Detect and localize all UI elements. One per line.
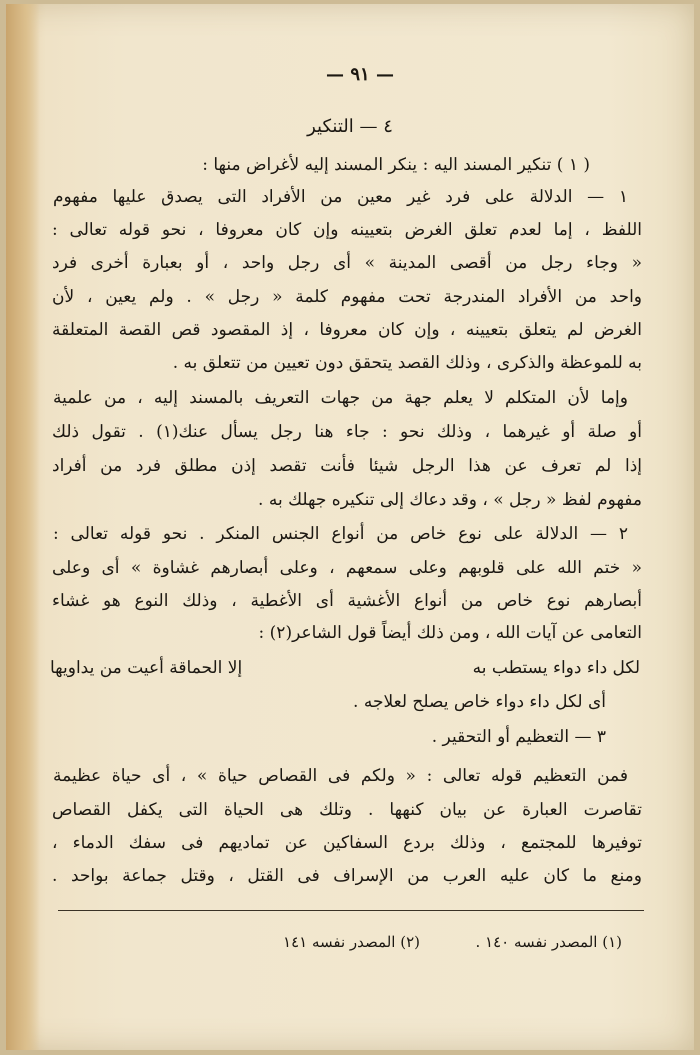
paragraph-line: اللفظ ، إما لعدم تعلق الغرض بتعيينه وإن كان معروفا ، نحو قوله تعالى :	[52, 220, 642, 240]
paragraph-line: واحد من الأفراد المندرجة تحت مفهوم كلمة « رجل » . ولم يعين ، لأن	[52, 287, 642, 307]
paragraph-line: ( ١ ) تنكير المسند اليه : ينكر المسند إليه لأغراض منها :	[202, 155, 590, 175]
verse-explanation: أى لكل داء دواء خاص يصلح لعلاجه .	[353, 692, 606, 712]
verse-second-hemistich: إلا الحماقة أعيت من يداويها	[50, 658, 243, 678]
paragraph-line: مفهوم لفظ « رجل » ، وقد دعاك إلى تنكيره جهلك به .	[258, 490, 642, 510]
paragraph-line: فمن التعظيم قوله تعالى : « ولكم فى القصاص حياة » ، أى حياة عظيمة	[53, 766, 628, 786]
footnote: (١) المصدر نفسه ١٤٠ .	[475, 933, 622, 951]
paragraph-line: أبصارهم نوع خاص من أنواع الأغشية أى الأغطية ، وذلك النوع هو غشاء	[52, 591, 642, 611]
verse-first-hemistich: لكل داء دواء يستطب به	[472, 658, 640, 678]
paragraph-line: تقاصرت العبارة عن بيان كنهها . وتلك هى الحياة التى يكفل القصاص	[52, 800, 642, 820]
paragraph-line: توفيرها للمجتمع ، وذلك بردع السفاكين عن تماديهم فى سفك الدماء ،	[52, 833, 642, 853]
paragraph-line: ١ — الدلالة على فرد غير معين من الأفراد التى يصدق عليها مفهوم	[53, 187, 628, 207]
section-title: ٤ — التنكير	[307, 116, 393, 137]
footnote-divider	[58, 910, 644, 911]
paragraph-line: « وجاء رجل من أقصى المدينة » أى رجل واحد ، أو بعبارة أخرى فرد	[52, 253, 642, 273]
paragraph-line: وإما لأن المتكلم لا يعلم جهة من جهات التعريف بالمسند إليه ، من علمية	[53, 388, 628, 408]
paragraph-line: الغرض لم يتعلق بتعيينه ، وإن كان معروفا ، إذ المقصود قص القصة المتعلقة	[52, 320, 642, 340]
paragraph-line: التعامى عن آيات الله ، ومن ذلك أيضاً قول الشاعر(٢) :	[258, 623, 642, 643]
footnote: (٢) المصدر نفسه ١٤١	[283, 933, 420, 951]
item-title: ٣ — التعظيم أو التحقير .	[431, 727, 606, 747]
paragraph-line: ٢ — الدلالة على نوع خاص من أنواع الجنس المنكر . نحو قوله تعالى :	[53, 524, 628, 544]
paragraph-line: ومنع ما كان عليه العرب من الإسراف فى القتل ، وقتل جماعة بواحد .	[52, 866, 642, 886]
paragraph-line: إذا لم تعرف عن هذا الرجل شيئا فأنت تقصد إذن مطلق فرد من أفراد	[52, 456, 642, 476]
page-number: — ٩١ —	[326, 64, 394, 85]
paragraph-line: أو صلة أو غيرهما ، وذلك نحو : جاء هنا رجل يسأل عنك(١) . تقول ذلك	[52, 422, 642, 442]
poem-verse	[50, 657, 640, 679]
paragraph-line: « ختم الله على قلوبهم وعلى سمعهم ، وعلى أبصارهم غشاوة » أى وعلى	[52, 558, 642, 578]
paragraph-line: به للموعظة والذكرى ، وذلك القصد يتحقق دون تعيين من تتعلق به .	[172, 353, 642, 373]
